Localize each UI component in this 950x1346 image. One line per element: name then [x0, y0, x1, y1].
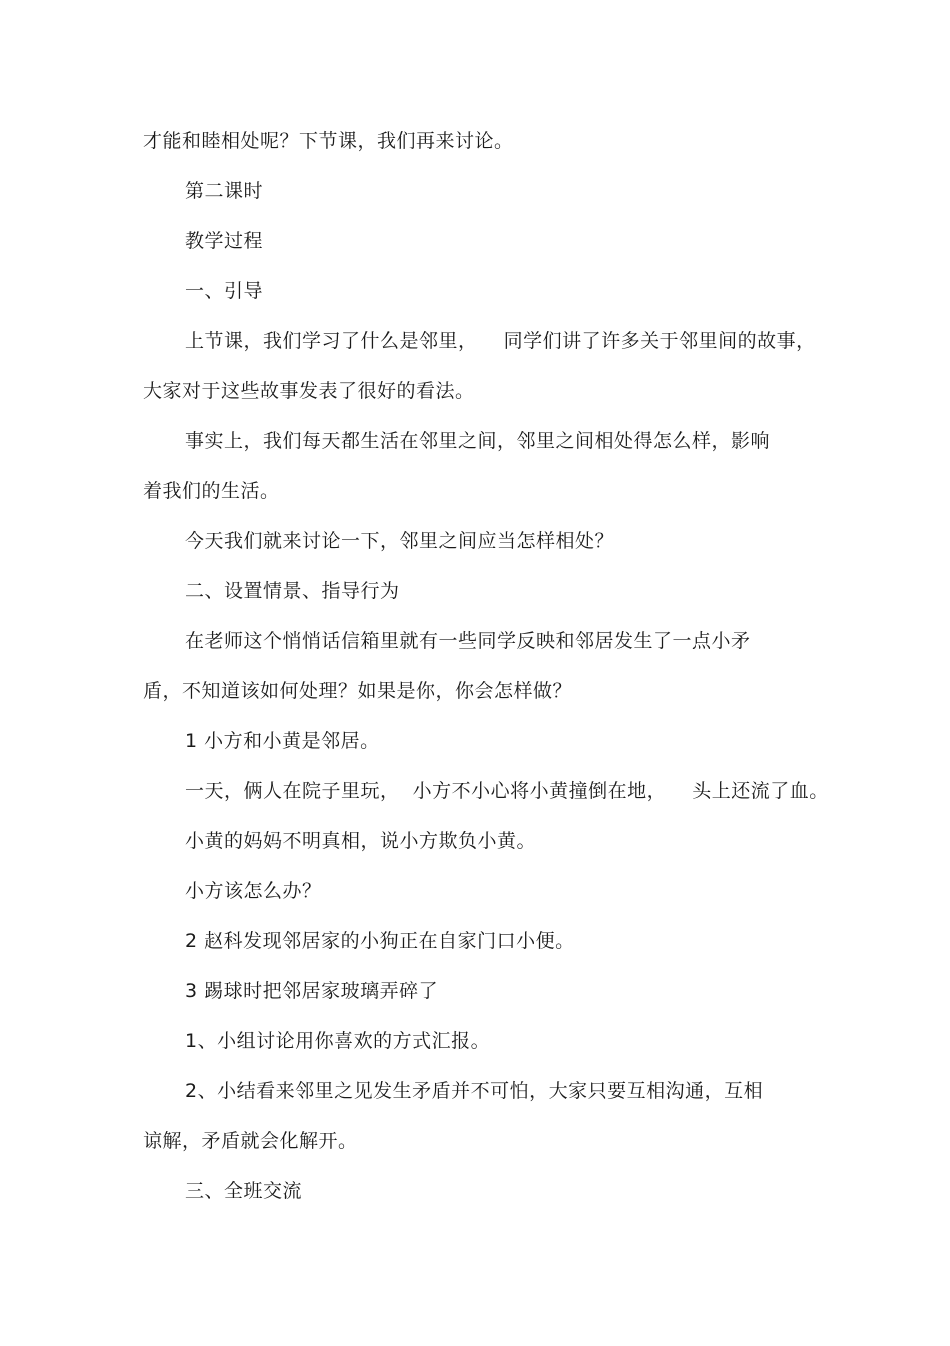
list-item: 1 小方和小黄是邻居。 — [185, 730, 380, 752]
paragraph-line: 上节课，我们学习了什么是邻里， 同学们讲了许多关于邻里间的故事， — [185, 330, 816, 352]
paragraph-line: 今天我们就来讨论一下，邻里之间应当怎样相处？ — [185, 530, 615, 552]
list-item: 3 踢球时把邻居家玻璃弄碎了 — [185, 980, 439, 1002]
text-line-continuation: 才能和睦相处呢？下节课，我们再来讨论。 — [143, 130, 514, 152]
section-heading-guide: 一、引导 — [185, 280, 264, 302]
paragraph-line: 在老师这个悄悄话信箱里就有一些同学反映和邻居发生了一点小矛 — [185, 630, 751, 652]
paragraph-line: 小方该怎么办？ — [185, 880, 322, 902]
list-item: 1、小组讨论用你喜欢的方式汇报。 — [185, 1030, 491, 1052]
section-heading-scenario: 二、设置情景、指导行为 — [185, 580, 400, 602]
list-item: 2、小结看来邻里之见发生矛盾并不可怕，大家只要互相沟通，互相 — [185, 1080, 764, 1102]
paragraph-line: 小黄的妈妈不明真相，说小方欺负小黄。 — [185, 830, 537, 852]
paragraph-line: 事实上，我们每天都生活在邻里之间，邻里之间相处得怎么样，影响 — [185, 430, 771, 452]
list-item: 2 赵科发现邻居家的小狗正在自家门口小便。 — [185, 930, 575, 952]
paragraph-line: 一天，俩人在院子里玩， 小方不小心将小黄撞倒在地， 头上还流了血。 — [185, 780, 829, 802]
paragraph-line: 盾，不知道该如何处理？如果是你，你会怎样做？ — [143, 680, 573, 702]
section-heading-teaching-process: 教学过程 — [185, 230, 264, 252]
section-heading-class-discussion: 三、全班交流 — [185, 1180, 303, 1202]
paragraph-line: 大家对于这些故事发表了很好的看法。 — [143, 380, 475, 402]
paragraph-line: 着我们的生活。 — [143, 480, 280, 502]
section-heading-second-lesson: 第二课时 — [185, 180, 264, 202]
paragraph-line: 谅解，矛盾就会化解开。 — [143, 1130, 358, 1152]
